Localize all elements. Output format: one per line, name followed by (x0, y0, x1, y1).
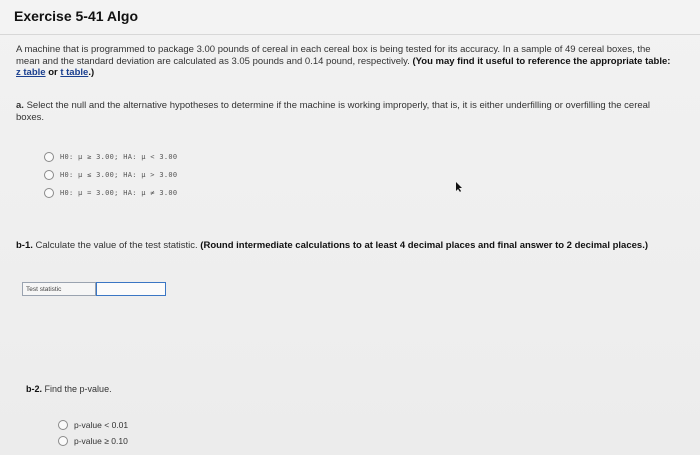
hypothesis-option-1[interactable] (44, 148, 177, 166)
question-b2-label: b-2. (26, 384, 43, 394)
hypothesis-option-2[interactable] (44, 166, 177, 184)
p-value-option-text: p-value < 0.01 (74, 420, 129, 430)
z-table-link[interactable]: z table (16, 67, 46, 78)
hypothesis-options (44, 148, 177, 202)
intro-text: A machine that is programmed to package 3.00 pounds of cereal in each cereal box is being tested for its accuracy. In a sample of 49 cereal boxes, the mean and the standard deviation are calculated as 3.05 pounds and 0.14 pound, respectively. (16, 44, 651, 67)
p-value-option-1[interactable] (58, 417, 128, 433)
t-table-link[interactable]: t table (60, 67, 89, 78)
hypothesis-text: H0: μ ≤ 3.00; HA: μ > 3.00 (60, 171, 178, 179)
question-b2-text: Find the p-value. (44, 384, 112, 394)
p-value-options (58, 417, 128, 449)
table-hint: (You may find it useful to reference the appropriate table: z table or t table.) (16, 55, 671, 78)
question-a-label: a. (16, 100, 24, 111)
radio-button[interactable] (44, 152, 54, 162)
question-b1-label: b-1. (16, 240, 33, 251)
p-value-option-text: p-value ≥ 0.10 (74, 436, 128, 446)
test-statistic-input[interactable] (96, 282, 166, 296)
radio-button[interactable] (44, 188, 54, 198)
test-statistic-row (22, 282, 166, 296)
problem-intro (16, 44, 676, 79)
question-b1-text: Calculate the value of the test statistic. (35, 240, 198, 251)
page-title: Exercise 5-41 Algo (14, 8, 138, 24)
question-a-text: Select the null and the alternative hypotheses to determine if the machine is working improperly, that is, it is either underfilling or overfilling the cereal boxes. (16, 100, 651, 123)
hypothesis-option-3[interactable] (44, 184, 177, 202)
radio-button[interactable] (58, 420, 68, 430)
rounding-instruction: (Round intermediate calculations to at least 4 decimal places and final answer to 2 decimal places.) (200, 240, 648, 251)
question-a (16, 100, 676, 123)
hypothesis-text: H0: μ = 3.00; HA: μ ≠ 3.00 (60, 189, 178, 197)
question-b1 (16, 240, 676, 252)
radio-button[interactable] (58, 436, 68, 446)
p-value-option-2[interactable] (58, 433, 128, 449)
hypothesis-text: H0: μ ≥ 3.00; HA: μ < 3.00 (60, 153, 178, 161)
mouse-cursor-icon (455, 182, 463, 192)
radio-button[interactable] (44, 170, 54, 180)
header-bar (0, 0, 700, 35)
test-statistic-label: Test statistic (22, 282, 96, 296)
question-b2 (26, 384, 112, 394)
